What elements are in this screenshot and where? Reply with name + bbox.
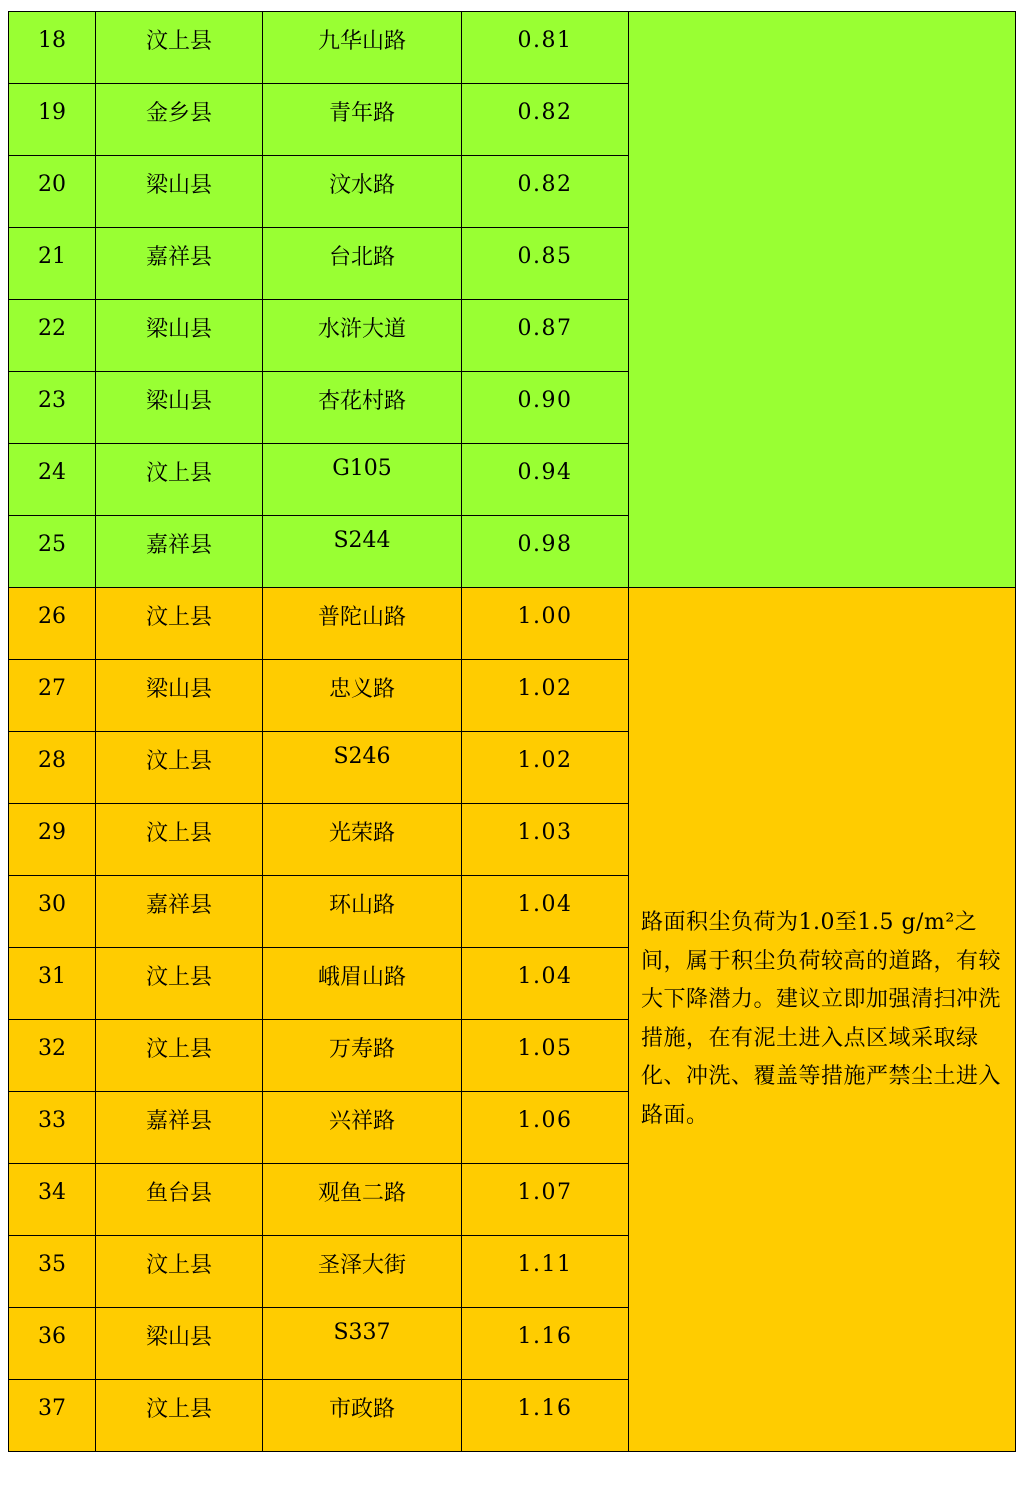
road-name-cell: 环山路: [263, 876, 462, 948]
dust-load-value-cell: 0.87: [462, 300, 629, 372]
row-number-cell: 36: [9, 1308, 96, 1380]
county-cell: 汶上县: [96, 12, 263, 84]
row-number-cell: 34: [9, 1164, 96, 1236]
county-cell: 金乡县: [96, 84, 263, 156]
road-name-cell: S244: [263, 516, 462, 588]
county-cell: 梁山县: [96, 300, 263, 372]
county-cell: 梁山县: [96, 660, 263, 732]
county-cell: 汶上县: [96, 804, 263, 876]
road-name-cell: S246: [263, 732, 462, 804]
road-name-cell: 万寿路: [263, 1020, 462, 1092]
county-cell: 鱼台县: [96, 1164, 263, 1236]
road-name-cell: G105: [263, 444, 462, 516]
dust-load-value-cell: 0.85: [462, 228, 629, 300]
dust-load-value-cell: 1.06: [462, 1092, 629, 1164]
row-number-cell: 21: [9, 228, 96, 300]
dust-load-value-cell: 1.02: [462, 660, 629, 732]
dust-load-value-cell: 0.94: [462, 444, 629, 516]
row-number-cell: 25: [9, 516, 96, 588]
dust-load-value-cell: 1.00: [462, 588, 629, 660]
row-number-cell: 22: [9, 300, 96, 372]
county-cell: 嘉祥县: [96, 1092, 263, 1164]
row-number-cell: 18: [9, 12, 96, 84]
dust-load-value-cell: 0.82: [462, 156, 629, 228]
road-name-cell: 青年路: [263, 84, 462, 156]
dust-load-value-cell: 0.90: [462, 372, 629, 444]
row-number-cell: 37: [9, 1380, 96, 1452]
row-number-cell: 35: [9, 1236, 96, 1308]
row-number-cell: 31: [9, 948, 96, 1020]
orange-tier-note-cell: [629, 588, 1016, 1452]
road-name-cell: 峨眉山路: [263, 948, 462, 1020]
dust-load-value-cell: 0.81: [462, 12, 629, 84]
dust-load-value-cell: 0.98: [462, 516, 629, 588]
road-name-cell: 光荣路: [263, 804, 462, 876]
road-name-cell: 九华山路: [263, 12, 462, 84]
road-name-cell: 台北路: [263, 228, 462, 300]
road-name-cell: 汶水路: [263, 156, 462, 228]
county-cell: 梁山县: [96, 156, 263, 228]
road-name-cell: 观鱼二路: [263, 1164, 462, 1236]
dust-load-value-cell: 1.11: [462, 1236, 629, 1308]
county-cell: 汶上县: [96, 1020, 263, 1092]
road-name-cell: 忠义路: [263, 660, 462, 732]
county-cell: 汶上县: [96, 588, 263, 660]
dust-load-value-cell: 1.04: [462, 876, 629, 948]
road-name-cell: 兴祥路: [263, 1092, 462, 1164]
county-cell: 汶上县: [96, 1236, 263, 1308]
county-cell: 汶上县: [96, 1380, 263, 1452]
green-tier-note-cell: [629, 12, 1016, 588]
row-number-cell: 20: [9, 156, 96, 228]
road-name-cell: 杏花村路: [263, 372, 462, 444]
row-number-cell: 26: [9, 588, 96, 660]
row-number-cell: 23: [9, 372, 96, 444]
county-cell: 汶上县: [96, 444, 263, 516]
orange-tier-note-text: 路面积尘负荷为1.0至1.5 g/m²之间，属于积尘负荷较高的道路，有较大下降潜力。建议立即加强清扫冲洗措施，在有泥土进入点区域采取绿化、冲洗、覆盖等措施严禁尘土进入路面。: [641, 910, 1002, 1128]
row-number-cell: 33: [9, 1092, 96, 1164]
county-cell: 梁山县: [96, 1308, 263, 1380]
county-cell: 汶上县: [96, 732, 263, 804]
road-dust-load-table: [8, 11, 1016, 1452]
county-cell: 汶上县: [96, 948, 263, 1020]
dust-load-value-cell: 1.05: [462, 1020, 629, 1092]
dust-load-value-cell: 1.07: [462, 1164, 629, 1236]
table-row: [9, 588, 1016, 660]
row-number-cell: 30: [9, 876, 96, 948]
dust-load-value-cell: 1.03: [462, 804, 629, 876]
road-name-cell: 水浒大道: [263, 300, 462, 372]
dust-load-value-cell: 1.04: [462, 948, 629, 1020]
dust-load-value-cell: 1.16: [462, 1380, 629, 1452]
county-cell: 梁山县: [96, 372, 263, 444]
county-cell: 嘉祥县: [96, 228, 263, 300]
road-name-cell: 市政路: [263, 1380, 462, 1452]
road-name-cell: S337: [263, 1308, 462, 1380]
row-number-cell: 32: [9, 1020, 96, 1092]
dust-load-value-cell: 1.16: [462, 1308, 629, 1380]
row-number-cell: 24: [9, 444, 96, 516]
row-number-cell: 28: [9, 732, 96, 804]
county-cell: 嘉祥县: [96, 516, 263, 588]
dust-load-value-cell: 0.82: [462, 84, 629, 156]
row-number-cell: 29: [9, 804, 96, 876]
dust-load-value-cell: 1.02: [462, 732, 629, 804]
county-cell: 嘉祥县: [96, 876, 263, 948]
road-name-cell: 普陀山路: [263, 588, 462, 660]
row-number-cell: 27: [9, 660, 96, 732]
table-row: [9, 12, 1016, 84]
road-name-cell: 圣泽大街: [263, 1236, 462, 1308]
row-number-cell: 19: [9, 84, 96, 156]
